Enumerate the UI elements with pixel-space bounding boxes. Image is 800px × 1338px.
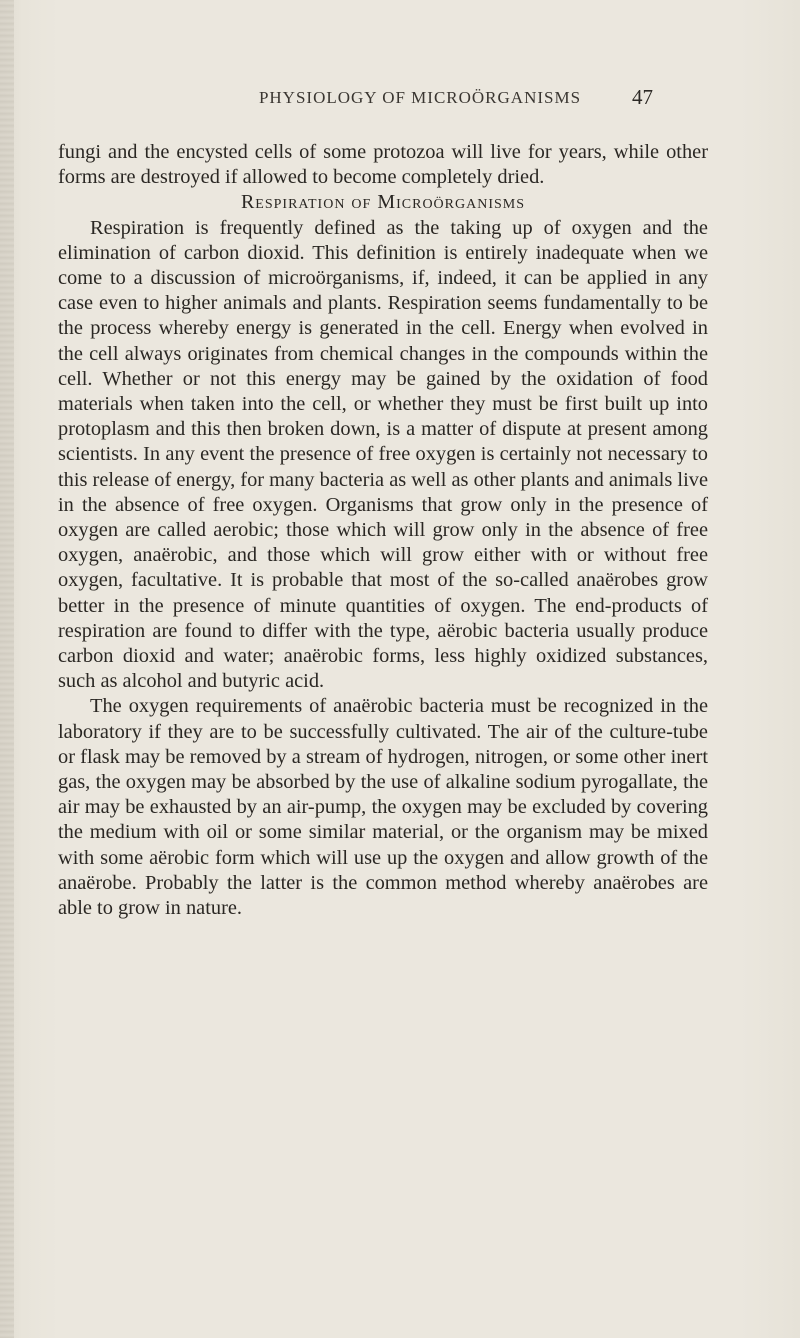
text-block bbox=[58, 140, 708, 921]
intro-paragraph: fungi and the encysted cells of some protozoa will live for years, while other forms are destroyed if allowed to become completely dried. bbox=[58, 141, 708, 189]
running-head: PHYSIOLOGY OF MICROÖRGANISMS bbox=[258, 88, 582, 107]
page-spine-shadow bbox=[0, 0, 14, 1338]
paragraph-oxygen-requirements: The oxygen requirements of anaërobic bacteria must be recognized in the laboratory if they are to be successfully cultivated. The air of the culture-tube or flask may be removed by a stream of hydrogen, nitrogen, or some other inert gas, the oxygen may be absorbed by the use of alkaline sodium pyrogallate, the air may be exhausted by an air-pump, the oxygen may be excluded by covering the medium with oil or some similar material, or the organism may be mixed with some aërobic form which will use up the oxygen and allow growth of the anaërobe. Probably the latter is the common method whereby anaërobes are able to grow in nature. bbox=[58, 695, 708, 920]
page-number: 47 bbox=[632, 85, 653, 109]
section-heading: Respiration of Microörganisms bbox=[240, 191, 526, 214]
paragraph-respiration-definition: Respiration is frequently defined as the taking up of oxygen and the elimination of carbon dioxid. This definition is entirely inadequate when we come to a discussion of microörganisms, if, indeed, it can be applied in any case even to higher animals and plants. Respiration seems fundamentally to be the process whereby energy is generated in the cell. Energy when evolved in the cell always originates from chemical changes in the compounds within the cell. Whether or not this energy may be gained by the oxidation of food materials when taken into the cell, or whether they must be first built up into protoplasm and this then broken down, is a matter of dispute at present among scientists. In any event the presence of free oxygen is certainly not necessary to this release of energy, for many bacteria as well as other plants and animals live in the absence of free oxygen. Organisms that grow only in the presence of oxygen are called aerobic; those which will grow only in the absence of free oxygen, anaërobic, and those which will grow either with or without free oxygen, facultative. It is probable that most of the so-called anaërobes grow better in the presence of minute quantities of oxygen. The end-products of respiration are found to differ with the type, aërobic bacteria usually produce carbon dioxid and water; anaërobic forms, less highly oxidized substances, such as alcohol and butyric acid. bbox=[58, 216, 709, 693]
